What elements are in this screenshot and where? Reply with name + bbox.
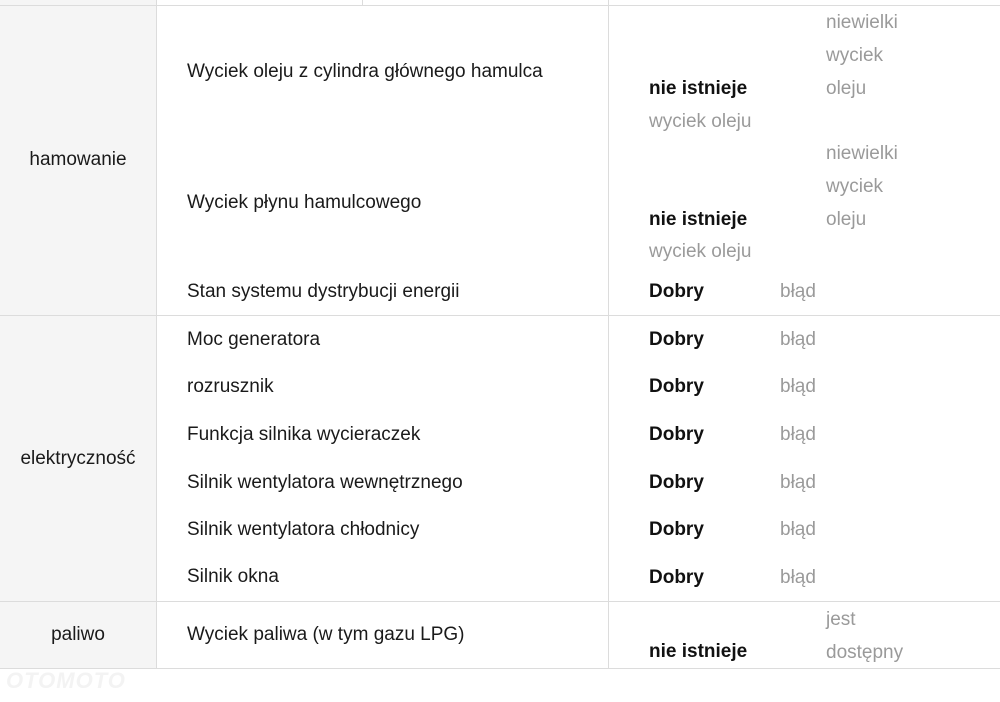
- row-label-generator: Moc generatora: [187, 329, 321, 350]
- watermark-logo: OTOMOTO: [6, 668, 126, 693]
- category-electrical: elektryczność: [20, 448, 136, 469]
- category-fuel: paliwo: [51, 624, 105, 645]
- status-good-window-motor: Dobry: [649, 567, 704, 588]
- row-label-window-motor: Silnik okna: [187, 566, 279, 587]
- row-label-wiper-motor: Funkcja silnika wycieraczek: [187, 424, 421, 445]
- row-label-brake-master-cylinder: Wyciek oleju z cylindra głównego hamulca: [187, 61, 543, 82]
- divider-vertical: [608, 0, 609, 668]
- status-bad-interior-fan: błąd: [780, 472, 816, 493]
- status-bad-brake-master-cylinder: niewielki wyciek oleju: [826, 12, 898, 99]
- divider-horizontal: [0, 601, 1000, 602]
- divider-horizontal: [0, 315, 1000, 316]
- category-column-bg: [0, 0, 156, 702]
- divider-vertical: [156, 0, 157, 668]
- status-good-brake-fluid: nie istnieje: [649, 209, 748, 230]
- footer-area: [0, 668, 1000, 702]
- status-good-brake-master-cylinder: nie istnieje: [649, 78, 748, 99]
- status-bad-alt-brake-fluid: wyciek oleju: [649, 241, 752, 262]
- status-bad-energy-distribution: błąd: [780, 281, 816, 302]
- row-label-interior-fan: Silnik wentylatora wewnętrznego: [187, 472, 463, 493]
- status-good-starter: Dobry: [649, 376, 704, 397]
- status-good-interior-fan: Dobry: [649, 472, 704, 493]
- status-bad-brake-fluid: niewielki wyciek oleju: [826, 143, 898, 230]
- status-bad-alt-brake-master-cylinder: wyciek oleju: [649, 111, 752, 132]
- row-label-starter: rozrusznik: [187, 376, 274, 397]
- status-good-wiper-motor: Dobry: [649, 424, 704, 445]
- status-bad-radiator-fan: błąd: [780, 519, 816, 540]
- row-label-fuel-leak: Wyciek paliwa (w tym gazu LPG): [187, 624, 465, 645]
- category-braking: hamowanie: [29, 149, 127, 170]
- row-label-energy-distribution: Stan systemu dystrybucji energii: [187, 281, 460, 302]
- status-bad-generator: błąd: [780, 329, 816, 350]
- row-label-brake-fluid: Wyciek płynu hamulcowego: [187, 192, 422, 213]
- status-good-fuel-leak: nie istnieje: [649, 641, 748, 662]
- status-bad-fuel-leak: jest dostępny: [826, 609, 904, 663]
- status-bad-window-motor: błąd: [780, 567, 816, 588]
- status-good-energy-distribution: Dobry: [649, 281, 704, 302]
- status-bad-starter: błąd: [780, 376, 816, 397]
- row-label-radiator-fan: Silnik wentylatora chłodnicy: [187, 519, 420, 540]
- status-bad-wiper-motor: błąd: [780, 424, 816, 445]
- status-good-radiator-fan: Dobry: [649, 519, 704, 540]
- status-good-generator: Dobry: [649, 329, 704, 350]
